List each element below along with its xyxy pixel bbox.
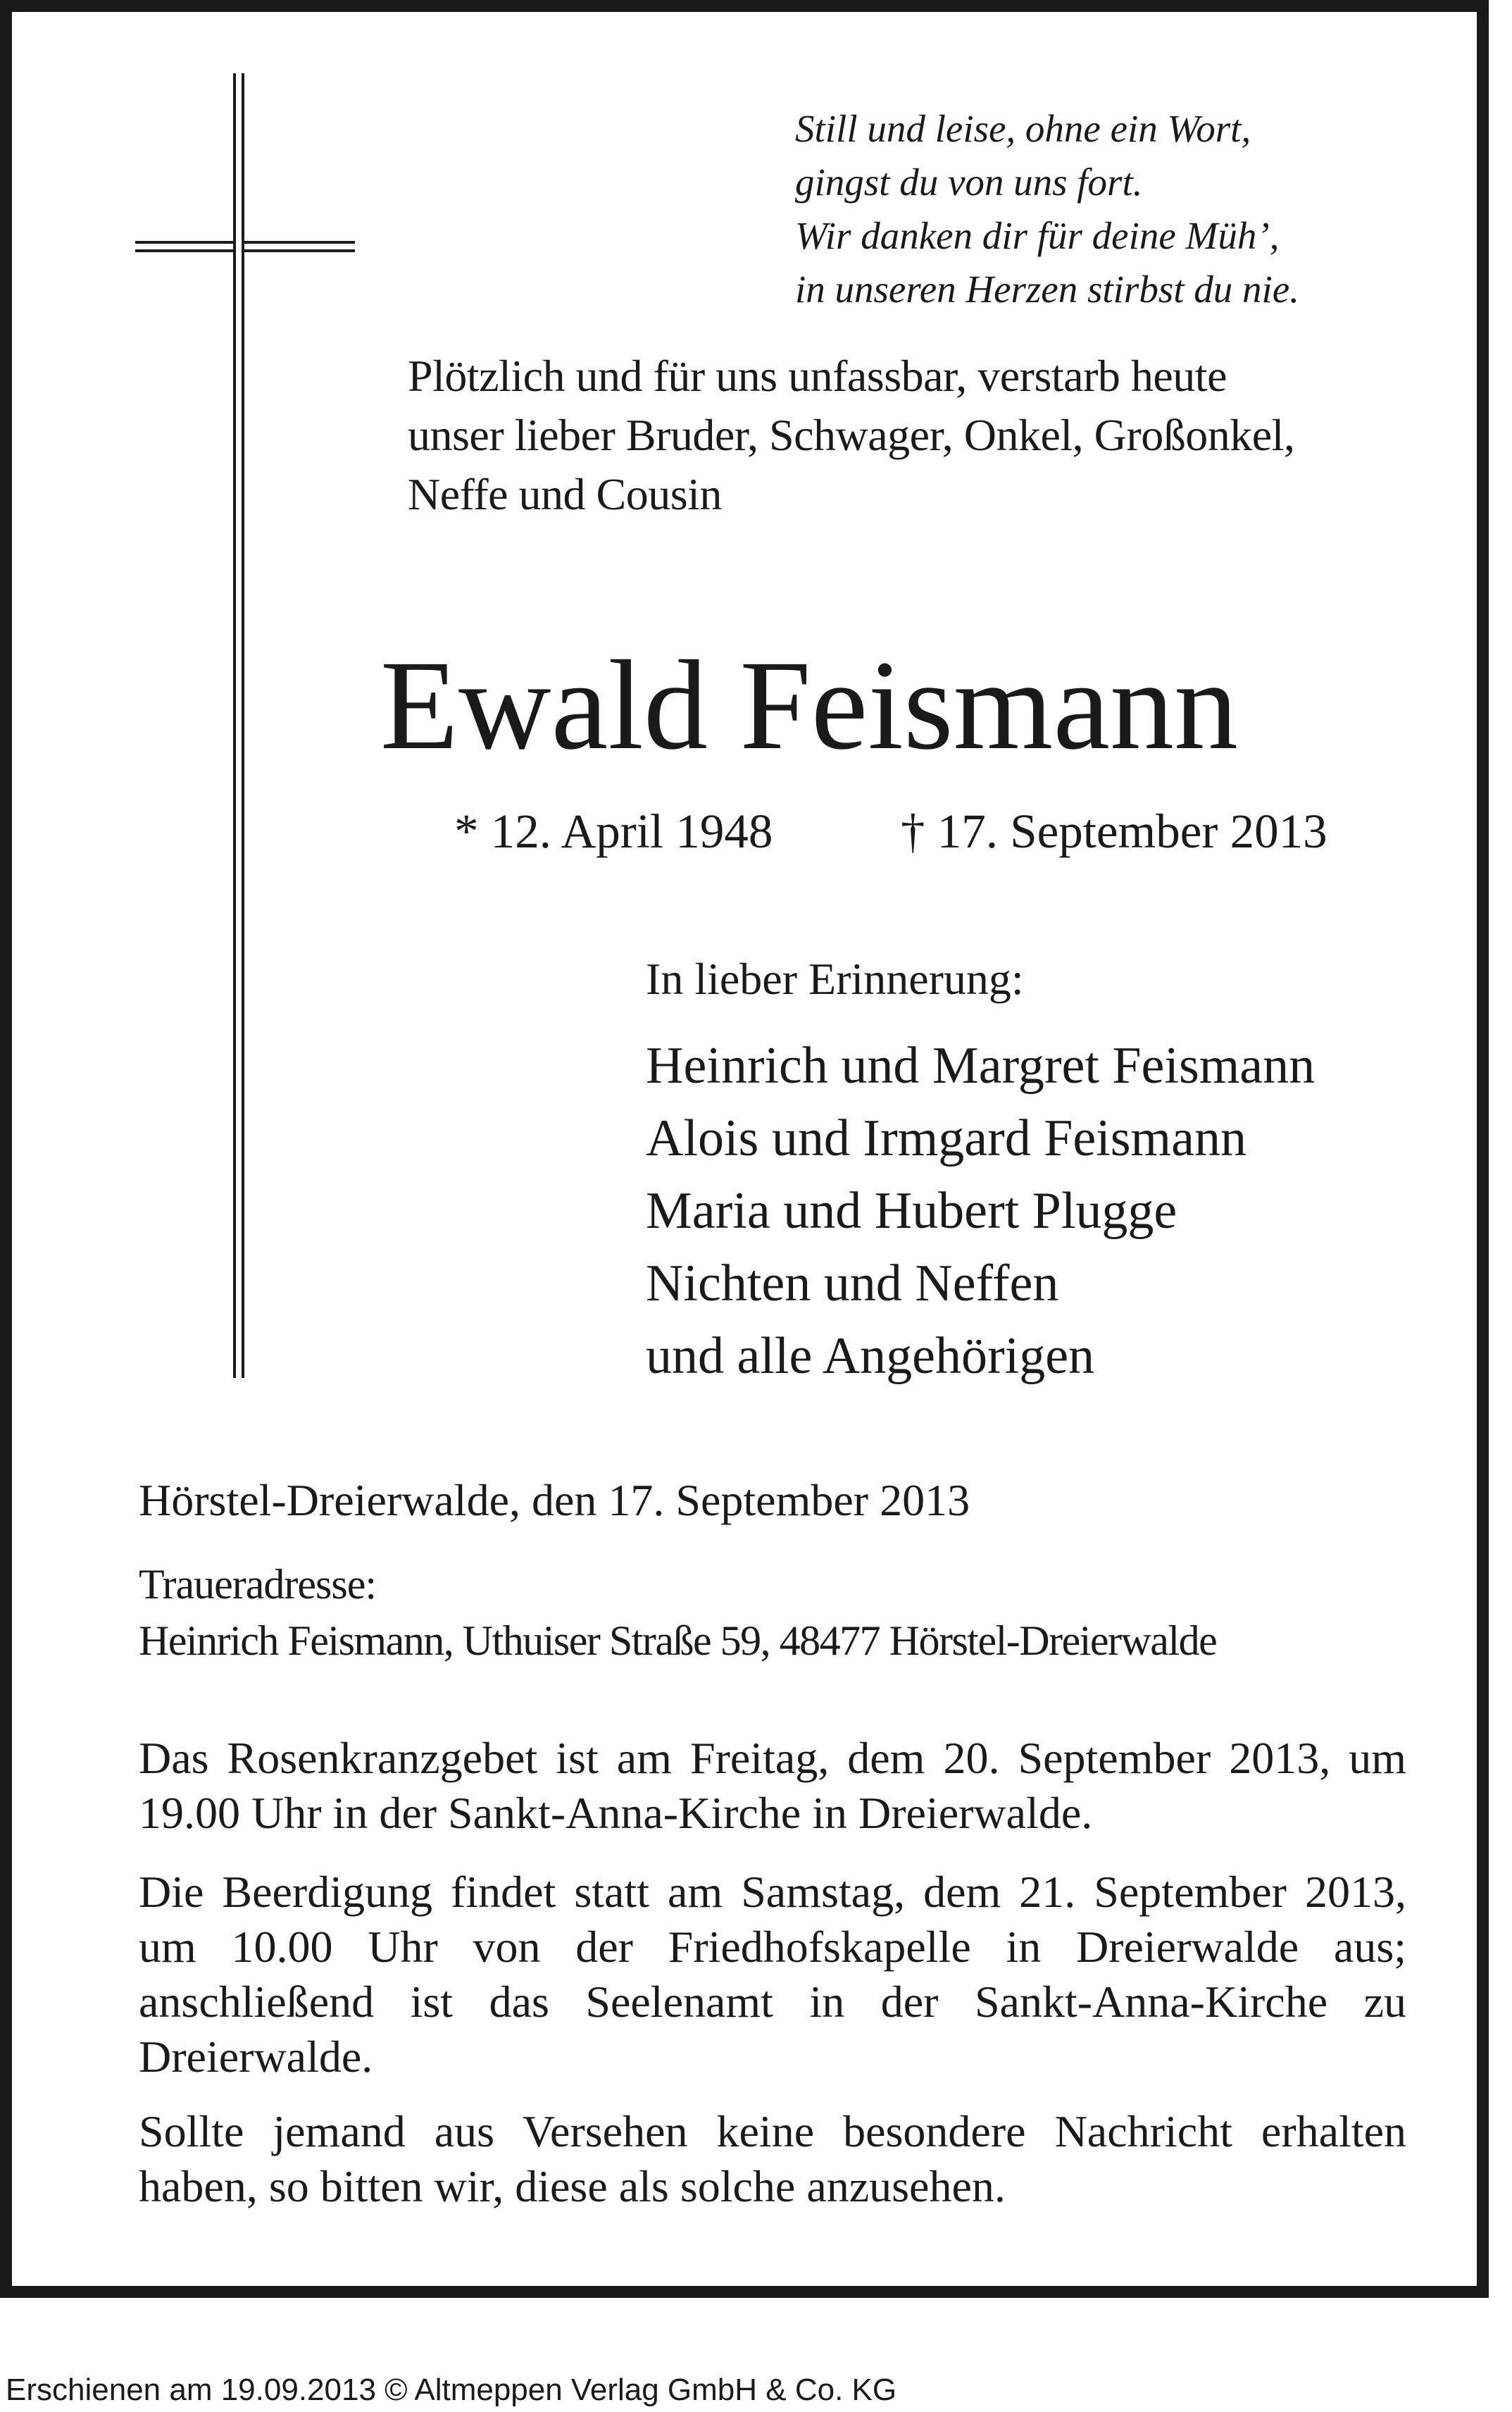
birth-date: * 12. April 1948 bbox=[454, 804, 773, 858]
intro-line: Plötzlich und für uns unfassbar, verstarb heute bbox=[408, 351, 1227, 401]
poem-line: gingst du von uns fort. bbox=[795, 161, 1143, 204]
memory-heading: In lieber Erinnerung: bbox=[646, 954, 1024, 1004]
mourner-item: Nichten und Neffen bbox=[646, 1255, 1059, 1312]
condolence-address-label: Traueradresse: bbox=[139, 1561, 377, 1608]
mourner-item: und alle Angehörigen bbox=[646, 1327, 1095, 1385]
intro-line: unser lieber Bruder, Schwager, Onkel, Großonkel, bbox=[408, 410, 1295, 460]
mourner-item: Maria und Hubert Plugge bbox=[646, 1182, 1177, 1240]
poem-line: in unseren Herzen stirbst du nie. bbox=[795, 268, 1299, 311]
poem-line: Wir danken dir für deine Müh’, bbox=[795, 214, 1280, 257]
mourner-item: Alois und Irmgard Feismann bbox=[646, 1109, 1247, 1167]
intro-text bbox=[408, 347, 1294, 524]
mourner-item: Heinrich und Margret Feismann bbox=[646, 1037, 1316, 1095]
publication-footer: Erschienen am 19.09.2013 © Altmeppen Verlag GmbH & Co. KG bbox=[6, 2373, 897, 2407]
place-date: Hörstel-Dreierwalde, den 17. September 2013 bbox=[139, 1475, 970, 1525]
intro-line: Neffe und Cousin bbox=[408, 469, 722, 519]
condolence-address: Heinrich Feismann, Uthuiser Straße 59, 48477 Hörstel-Dreierwalde bbox=[139, 1617, 1217, 1664]
death-date: † 17. September 2013 bbox=[901, 804, 1327, 858]
deceased-name: Ewald Feismann bbox=[380, 635, 1239, 776]
funeral-paragraph: Die Beerdigung findet statt am Samstag, dem 21. September 2013, um 10.00 Uhr von der Friedhofskapelle in Dreierwalde aus; anschließend ist das Seelenamt in der Sankt-Anna-Kirche zu Dreierwalde. bbox=[139, 1867, 1406, 2082]
notice-paragraph: Sollte jemand aus Versehen keine besondere Nachricht erhalten haben, so bitten wir, diese als solche anzusehen. bbox=[139, 2106, 1406, 2211]
rosary-paragraph: Das Rosenkranzgebet ist am Freitag, dem 20. September 2013, um 19.00 Uhr in der Sankt-Anna-Kirche in Dreierwalde. bbox=[139, 1733, 1406, 1838]
poem bbox=[795, 102, 1299, 316]
mourners-list bbox=[646, 1030, 1315, 1393]
poem-line: Still und leise, ohne ein Wort, bbox=[795, 107, 1251, 150]
